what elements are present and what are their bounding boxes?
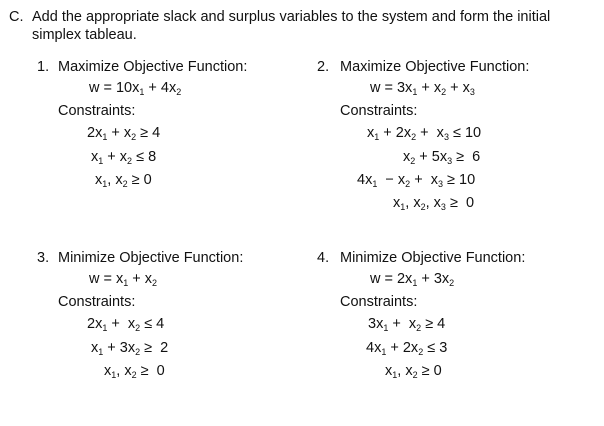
constraint: $x_1$, $x_2 \ge 0$ [385, 363, 442, 380]
problem-title: Minimize Objective Function: [58, 250, 244, 266]
constraints-label: Constraints: [340, 103, 418, 119]
constraint: $x_1 + 3x_2 \ge 2$ [91, 340, 169, 357]
problem-title: Maximize Objective Function: [340, 59, 530, 75]
constraint: $4x_1 - x_2 + x_3 \ge 10$ [357, 172, 476, 189]
objective-function: $w = 10x_1 + 4x_2$ [89, 80, 182, 97]
constraint: $x_1$, $x_2$, $x_3 \ge 0$ [393, 195, 475, 212]
problem-title: Maximize Objective Function: [58, 59, 248, 75]
constraints-label: Constraints: [340, 294, 418, 310]
objective-function: $w = 2x_1 + 3x_2$ [370, 271, 455, 288]
constraint: $2x_1 + x_2 \le 4$ [87, 316, 165, 333]
constraint: $x_1 + 2x_2 + x_3 \le 10$ [367, 125, 482, 142]
constraints-label: Constraints: [58, 103, 136, 119]
instructions-line-1: Add the appropriate slack and surplus variables to the system and form the initial [32, 9, 551, 25]
constraint: $x_1$, $x_2 \ge 0$ [95, 172, 152, 189]
objective-function: $w = 3x_1 + x_2 + x_3$ [370, 80, 475, 97]
section-letter: C. [9, 9, 24, 25]
instructions-line-2: simplex tableau. [32, 27, 137, 43]
objective-function: $w = x_1 + x_2$ [89, 271, 158, 288]
problem-number: 2. [317, 59, 330, 75]
problem-number: 3. [37, 250, 50, 266]
problem-title: Minimize Objective Function: [340, 250, 526, 266]
constraint: $x_1$, $x_2 \ge 0$ [104, 363, 165, 380]
constraint: $x_1 + x_2 \le 8$ [91, 149, 157, 166]
problem-number: 4. [317, 250, 330, 266]
constraints-label: Constraints: [58, 294, 136, 310]
constraint: $x_2 + 5x_3 \ge 6$ [403, 149, 481, 166]
problem-number: 1. [37, 59, 50, 75]
constraint: $4x_1 + 2x_2 \le 3$ [366, 340, 448, 357]
constraint: $2x_1 + x_2 \ge 4$ [87, 125, 161, 142]
constraint: $3x_1 + x_2 \ge 4$ [368, 316, 446, 333]
